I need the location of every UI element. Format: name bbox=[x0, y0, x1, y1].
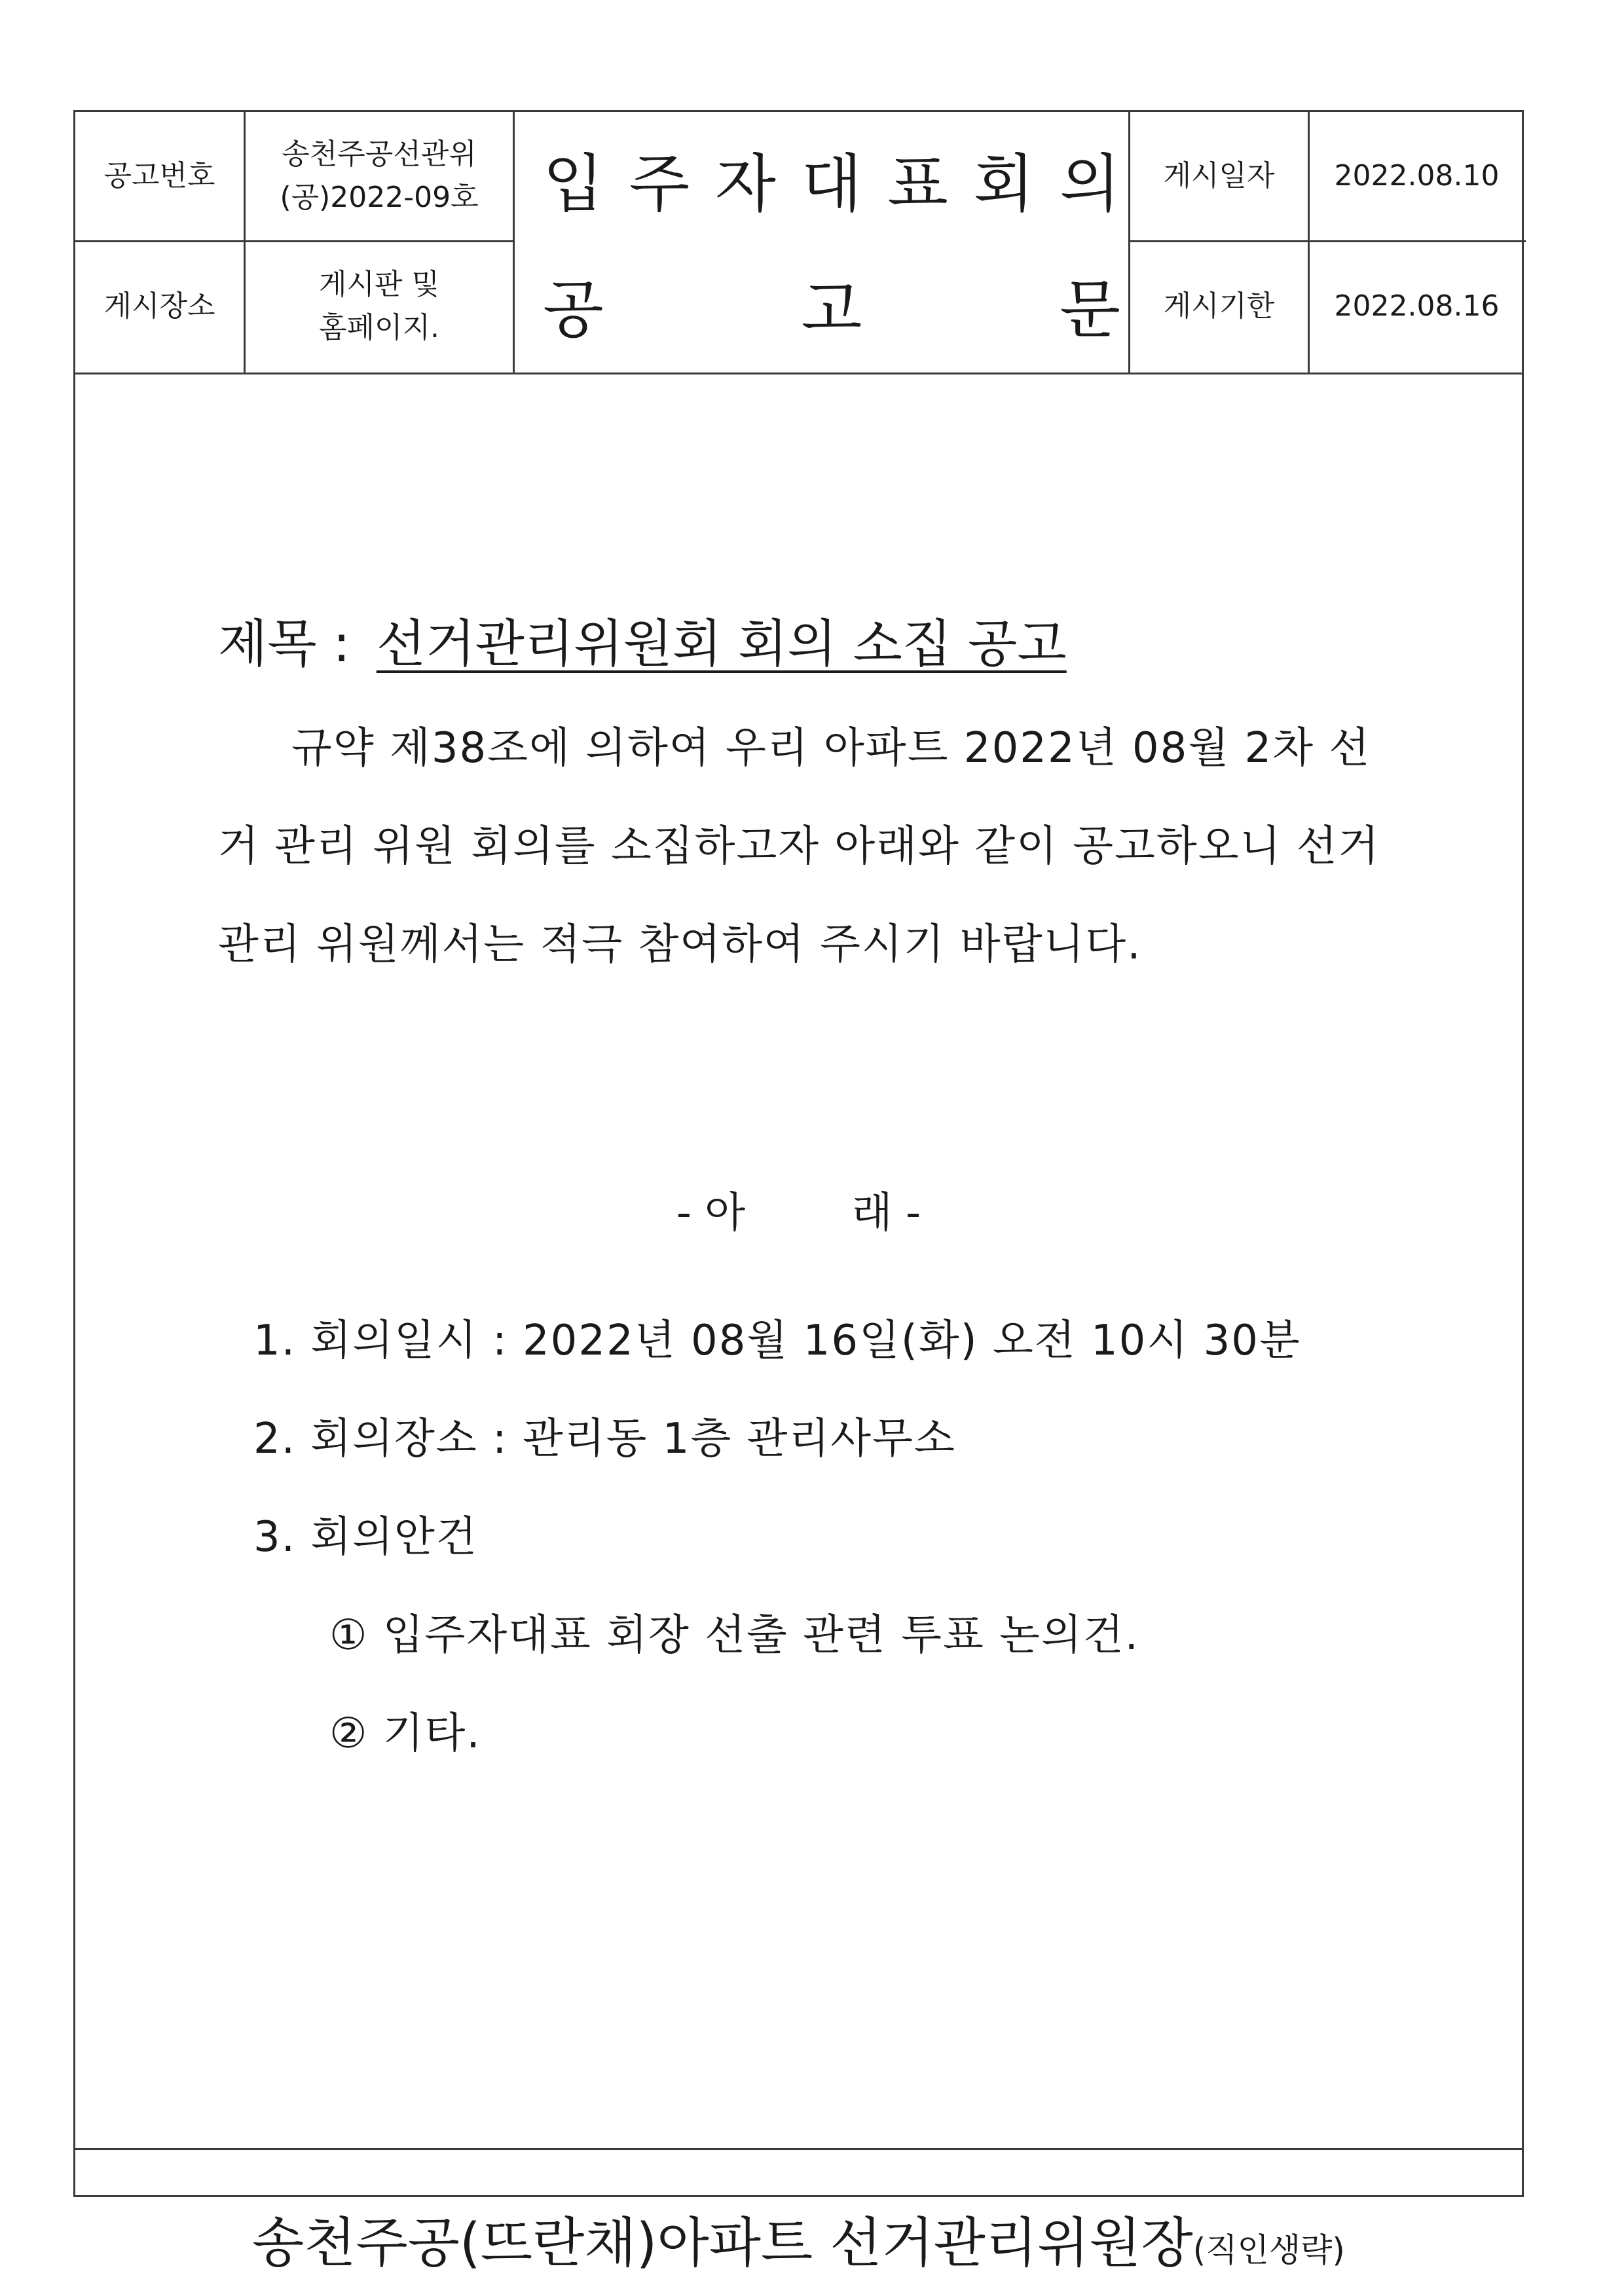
notice-no-label: 공고번호 bbox=[103, 159, 215, 192]
body-line-2: 거 관리 위원 회의를 소집하고자 아래와 같이 공고하오니 선거 bbox=[218, 822, 1380, 871]
footer-divider bbox=[75, 2148, 1522, 2150]
footer-main: 송천주공(뜨란채)아파트 선거관리위원장 bbox=[252, 2212, 1193, 2274]
post-deadline-label: 게시기한 bbox=[1163, 289, 1275, 323]
place-value-line2: 홈페이지. bbox=[318, 311, 439, 344]
title-char: 회 bbox=[973, 147, 1035, 221]
place-label: 게시장소 bbox=[103, 289, 215, 323]
title-char: 문 bbox=[1060, 272, 1120, 346]
subject-text: 선거관리위원회 회의 소집 공고 bbox=[376, 615, 1067, 674]
footer-seal-note: (직인생략) bbox=[1192, 2231, 1345, 2269]
body-line-1: 규약 제38조에 의하여 우리 아파트 2022년 08월 2차 선 bbox=[291, 724, 1371, 773]
footer-signature bbox=[75, 2200, 1522, 2277]
subject-label: 제목 : bbox=[218, 615, 350, 674]
table-divider bbox=[513, 112, 515, 373]
post-date-label: 게시일자 bbox=[1163, 159, 1275, 192]
title-char: 주 bbox=[629, 147, 690, 221]
notice-no-value bbox=[246, 112, 513, 240]
body-line-3: 관리 위원께서는 적극 참여하여 주시기 바랍니다. bbox=[218, 920, 1142, 969]
place-value-line1: 게시판 및 bbox=[318, 268, 439, 301]
meeting-datetime: 1. 회의일시 : 2022년 08월 16일(화) 오전 10시 30분 bbox=[253, 1317, 1301, 1365]
document-title-line2 bbox=[543, 265, 1120, 344]
meeting-agenda: 3. 회의안건 bbox=[253, 1513, 478, 1561]
post-deadline-value: 2022.08.16 bbox=[1334, 289, 1500, 323]
below-heading: - 아 래 - bbox=[676, 1189, 921, 1237]
title-char: 자 bbox=[715, 147, 776, 221]
post-date-value: 2022.08.10 bbox=[1334, 159, 1500, 192]
notice-frame bbox=[73, 110, 1524, 2274]
agenda-item-2: ② 기타. bbox=[329, 1709, 481, 1758]
notice-no-value-line1: 송천주공선관위 bbox=[282, 137, 477, 171]
meeting-place: 2. 회의장소 : 관리동 1층 관리사무소 bbox=[253, 1415, 956, 1463]
title-char: 입 bbox=[543, 147, 604, 221]
notice-no-value-line2: (공)2022-09호 bbox=[280, 181, 479, 214]
place-value bbox=[246, 242, 513, 371]
title-char: 고 bbox=[801, 272, 862, 346]
document-title-line1 bbox=[543, 139, 1120, 221]
title-char: 공 bbox=[543, 272, 604, 346]
agenda-item-1: ① 입주자대표 회장 선출 관련 투표 논의건. bbox=[329, 1611, 1139, 1660]
subject bbox=[218, 603, 1067, 676]
title-char: 표 bbox=[887, 147, 948, 221]
title-char: 의 bbox=[1060, 147, 1120, 221]
title-char: 대 bbox=[801, 147, 862, 221]
header-table bbox=[75, 112, 1522, 374]
